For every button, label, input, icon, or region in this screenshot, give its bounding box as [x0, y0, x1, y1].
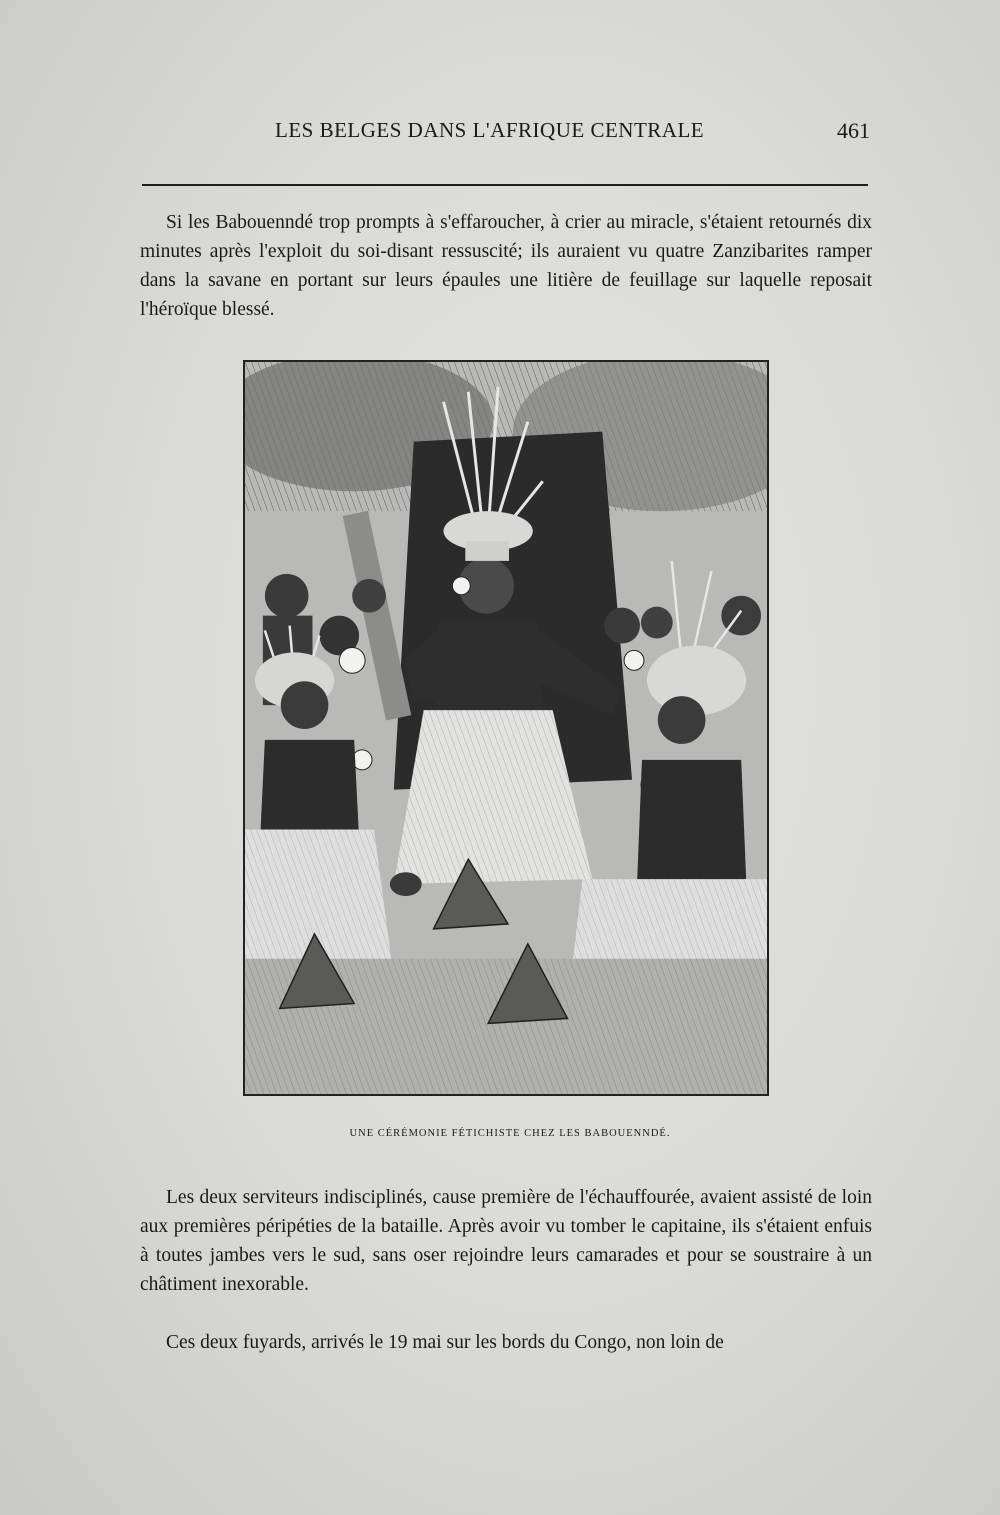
page-header — [140, 118, 870, 148]
figure-caption: UNE CÉRÉMONIE FÉTICHISTE CHEZ LES BABOUENNDÉ. — [349, 1128, 671, 1139]
engraving-drawing — [245, 362, 767, 1094]
paragraph-1: Si les Babouenndé trop prompts à s'effaroucher, à crier au miracle, s'étaient retournés dix minutes après l'exploit du soi-disant ressuscité; ils auraient vu quatre Zanzibarites ramper dans la savane en portant sur leurs épaules une litière de feuillage sur laquelle reposait l'héroïque blessé. — [140, 212, 872, 320]
running-title: LES BELGES DANS L'AFRIQUE CENTRALE — [275, 118, 705, 142]
paragraph-3: Ces deux fuyards, arrivés le 19 mai sur les bords du Congo, non loin de — [166, 1332, 724, 1353]
header-rule — [142, 184, 868, 186]
page-number: 461 — [837, 118, 870, 143]
engraving-illustration — [243, 360, 769, 1096]
paragraph-2: Les deux serviteurs indisciplinés, cause première de l'échauffourée, avaient assisté de loin aux premières péripéties de la bataille. Après avoir vu tomber le capitaine, ils s'étaient enfuis à toutes jambes vers le sud, sans oser rejoindre leurs camarades et pour se soustraire à un châtiment inexorable. — [140, 1187, 872, 1295]
